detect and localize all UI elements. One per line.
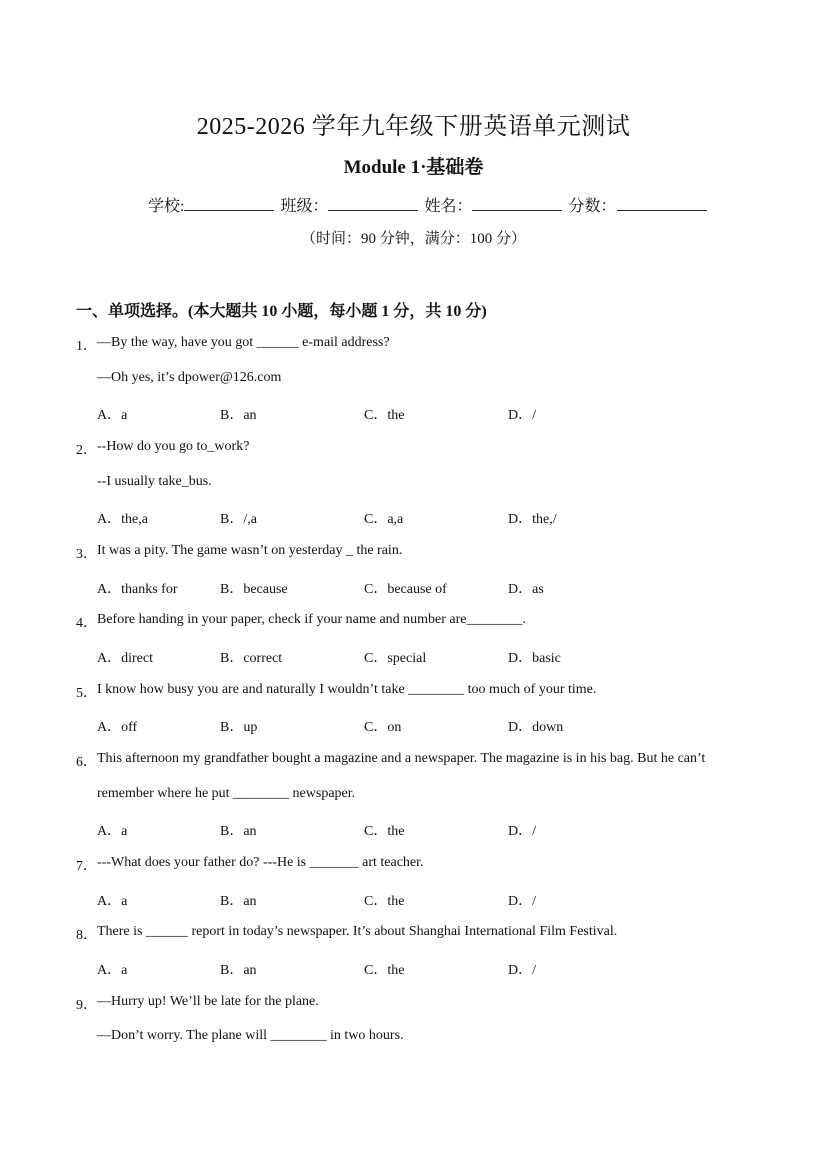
option-a[interactable]: A．thanks for [97,582,178,597]
question-text: This afternoon my grandfather bought a magazine and a newspaper. The magazine is in his bag. But he can’t [97,751,706,766]
option-c[interactable]: C．the [364,408,405,423]
question-text: --I usually take_bus. [97,474,212,489]
option-b[interactable]: B．because [220,582,288,597]
question-number: 8． [76,928,97,943]
question-number: 6． [76,755,97,770]
question-number: 5． [76,686,97,701]
option-a[interactable]: A．off [97,720,138,735]
question-text: I know how busy you are and naturally I wouldn’t take ________ too much of your time. [97,682,597,697]
option-c[interactable]: C．on [364,720,402,735]
name-blank[interactable] [472,196,562,211]
option-a[interactable]: A．a [97,824,128,839]
question-text: --How do you go to_work? [97,439,250,454]
option-a[interactable]: A．a [97,408,128,423]
option-b[interactable]: B．an [220,824,257,839]
name-label: 姓名： [424,198,473,215]
question-number: 1． [76,339,97,354]
option-b[interactable]: B．/,a [220,512,257,527]
option-c[interactable]: C．the [364,894,405,909]
class-label: 班级： [280,198,329,215]
option-d[interactable]: D．/ [508,408,536,423]
option-b[interactable]: B．an [220,963,257,978]
question-text: remember where he put ________ newspaper. [97,786,356,801]
question-text: —Oh yes, it’s dpower@126.com [97,370,282,385]
school-blank[interactable] [184,196,274,211]
question-text: —Don’t worry. The plane will ________ in two hours. [97,1028,404,1043]
question-text: ---What does your father do? ---He is _______ art teacher. [97,855,424,870]
page-subtitle: Module 1·基础卷 [343,157,484,178]
time-note: （时间：90 分钟，满分：100 分） [300,231,526,247]
student-info-row [148,193,709,216]
option-d[interactable]: D．/ [508,894,536,909]
option-c[interactable]: C．special [364,651,427,666]
question-number: 2． [76,443,97,458]
question-number: 9． [76,998,97,1013]
score-label: 分数： [568,198,617,215]
option-a[interactable]: A．the,a [97,512,148,527]
option-b[interactable]: B．an [220,408,257,423]
class-blank[interactable] [328,196,418,211]
option-d[interactable]: D．/ [508,963,536,978]
question-text: —By the way, have you got ______ e-mail address? [97,335,390,350]
option-d[interactable]: D．as [508,582,544,597]
question-number: 7． [76,859,97,874]
option-b[interactable]: B．correct [220,651,283,666]
question-text: —Hurry up! We’ll be late for the plane. [97,994,319,1009]
option-a[interactable]: A．a [97,963,128,978]
question-number: 3． [76,547,97,562]
question-text: There is ______ report in today’s newspaper. It’s about Shanghai International Film Festival. [97,924,618,939]
option-a[interactable]: A．direct [97,651,153,666]
page-title: 2025-2026 学年九年级下册英语单元测试 [196,114,631,140]
score-blank[interactable] [617,196,707,211]
option-d[interactable]: D．the,/ [508,512,557,527]
option-b[interactable]: B．an [220,894,257,909]
option-c[interactable]: C．a,a [364,512,404,527]
school-label: 学校: [148,198,185,215]
option-d[interactable]: D．down [508,720,564,735]
question-text: Before handing in your paper, check if your name and number are________. [97,612,527,627]
option-c[interactable]: C．the [364,963,405,978]
question-text: It was a pity. The game wasn’t on yesterday _ the rain. [97,543,403,558]
option-a[interactable]: A．a [97,894,128,909]
option-d[interactable]: D．/ [508,824,536,839]
option-c[interactable]: C．the [364,824,405,839]
option-b[interactable]: B．up [220,720,258,735]
question-number: 4． [76,616,97,631]
option-c[interactable]: C．because of [364,582,447,597]
section-title: 一、单项选择。(本大题共 10 小题，每小题 1 分，共 10 分) [76,303,487,320]
option-d[interactable]: D．basic [508,651,561,666]
